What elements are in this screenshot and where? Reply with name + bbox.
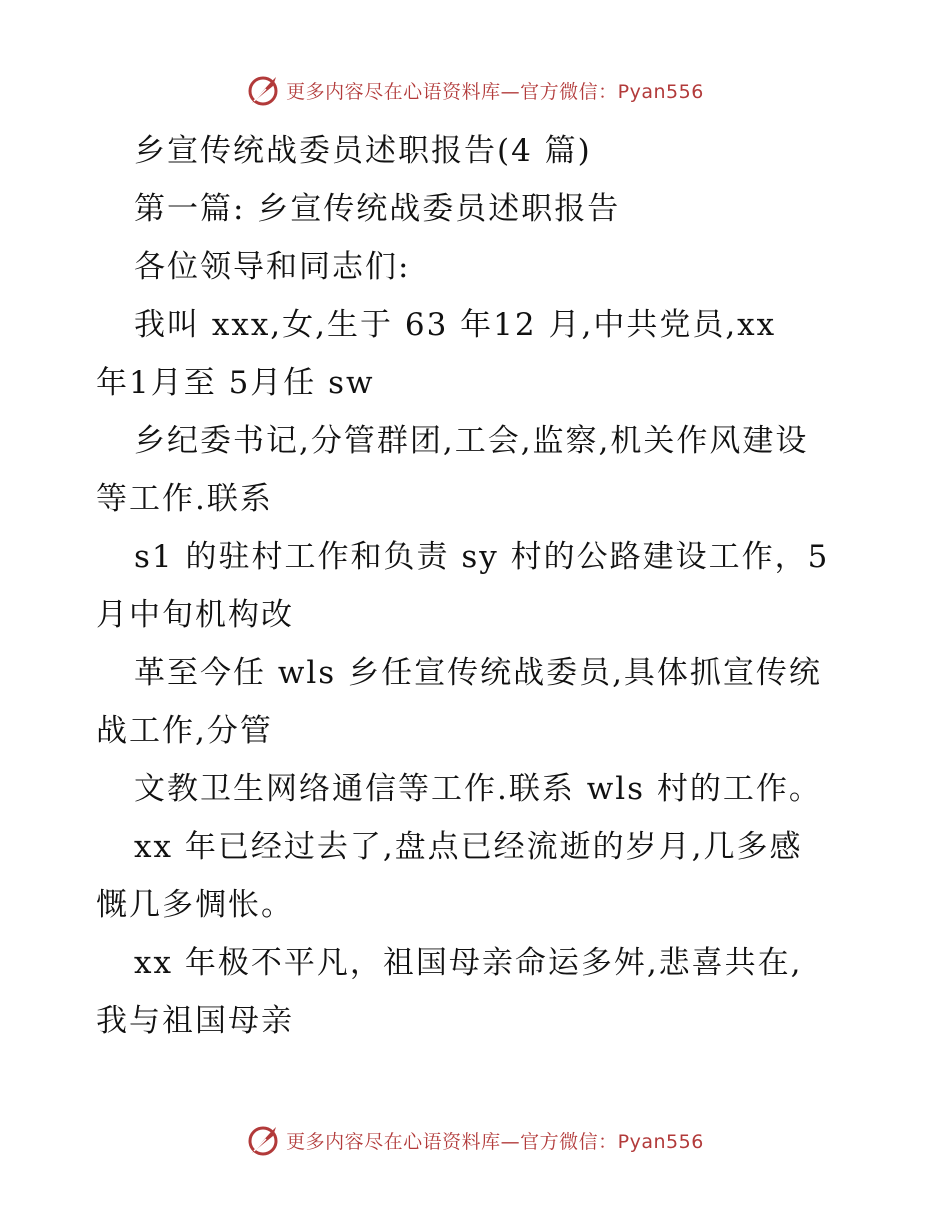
quill-logo-icon — [246, 1123, 280, 1157]
header-watermark-banner — [0, 70, 950, 110]
paragraph-line: 月中旬机构改 — [96, 597, 294, 633]
header-banner-title: 更多内容尽在心语资料库 — [286, 80, 501, 103]
salutation: 各位领导和同志们: — [134, 249, 411, 285]
document-title: 乡宣传统战委员述职报告(4 篇) — [134, 133, 592, 169]
footer-banner-contact: 官方微信：Pyan556 — [520, 1130, 704, 1153]
paragraph-line: 文教卫生网络通信等工作.联系 wls 村的工作。 — [134, 771, 822, 807]
paragraph-line: s1 的驻村工作和负责 sy 村的公路建设工作，5 — [134, 539, 830, 575]
header-banner-contact: 官方微信：Pyan556 — [520, 80, 704, 103]
footer-banner-sep: — — [500, 1130, 521, 1153]
section-heading: 第一篇: 乡宣传统战委员述职报告 — [134, 191, 621, 227]
paragraph-line: 革至今任 wls 乡任宣传统战委员,具体抓宣传统 — [134, 655, 822, 691]
paragraph-line: 我叫 xxx,女,生于 63 年12 月,中共党员,xx — [134, 307, 777, 343]
footer-banner-title: 更多内容尽在心语资料库 — [286, 1130, 501, 1153]
paragraph-line: 乡纪委书记,分管群团,工会,监察,机关作风建设 — [134, 423, 809, 459]
paragraph-line: xx 年极不平凡，祖国母亲命运多舛,悲喜共在, — [134, 945, 803, 981]
footer-watermark-banner — [0, 1120, 950, 1160]
document-body — [96, 122, 856, 1050]
footer-banner-text — [286, 1127, 704, 1154]
header-banner-sep: — — [500, 80, 521, 103]
paragraph-line: xx 年已经过去了,盘点已经流逝的岁月,几多感 — [134, 829, 803, 865]
header-banner-text — [286, 77, 704, 104]
paragraph-line: 战工作,分管 — [96, 713, 273, 749]
paragraph-line: 等工作.联系 — [96, 481, 273, 517]
paragraph-line: 我与祖国母亲 — [96, 1003, 294, 1039]
paragraph-line: 慨几多惆怅。 — [96, 887, 294, 923]
quill-logo-icon — [246, 73, 280, 107]
paragraph-line: 年1月至 5月任 sw — [96, 365, 375, 401]
